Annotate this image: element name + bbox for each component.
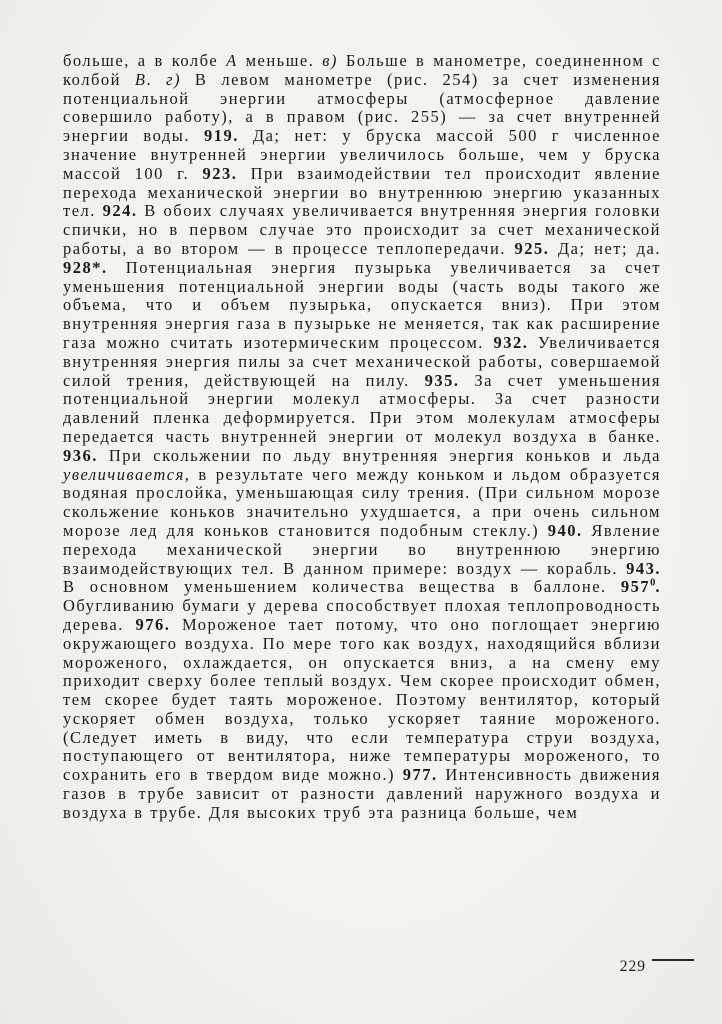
page-footer bbox=[620, 958, 694, 976]
page-number: 229 bbox=[619, 958, 646, 975]
answers-paragraph: больше, а в колбе А меньше. в) Больше в манометре, соединенном с колбой В. г) В левом манометре (рис. 254) за счет изменения потенциальной энергии атмосферы (атмосферное давление совершило работу), а в правом (рис. 255) — за счет внутренней энергии воды. 919. Да; нет: у бруска массой 500 г численное значение внутренней энергии увеличилось больше, чем у бруска массой 100 г. 923. При взаимодействии тел происходит явление перехода механической энергии во внутреннюю энергию указанных тел. 924. В обоих случаях увеличивается внутренняя энергия головки спички, но в первом случае это происходит за счет механической работы, а во втором — в процессе теплопередачи. 925. Да; нет; да. 928*. Потенциальная энергия пузырька увеличивается за счет уменьшения потенциальной энергии воды (часть воды такого же объема, что и объем пузырька, опускается вниз). При этом внутренняя энергия газа в пузырьке не меняется, так как расширение газа можно считать изотермическим процессом. 932. Увеличивается внутренняя энергия пилы за счет механической работы, совершаемой силой трения, действующей на пилу. 935. За счет уменьшения потенциальной энергии молекул атмосферы. За счет разности давлений пленка деформируется. При этом молекулам атмосферы передается часть внутренней энергии от молекул воздуха в банке. 936. При скольжении по льду внутренняя энергия коньков и льда увеличивается, в результате чего между коньком и льдом образуется водяная прослойка, уменьшающая силу трения. (При сильном морозе скольжение коньков значительно ухудшается, а при очень сильном морозе лед для коньков становится подобным стеклу.) 940. Явление перехода механической энергии во внутреннюю энергию взаимодействующих тел. В данном примере: воздух — корабль. 943. В основном уменьшением количества вещества в баллоне. $957^0$. Обугливанию бумаги у дерева способствует плохая теплопроводность дерева. 976. Мороженое тает потому, что оно поглощает энергию окружающего воздуха. По мере того как воздух, находящийся вблизи мороженого, охлаждается, он опускается вниз, а на смену ему приходит сверху более теплый воздух. Чем скорее происходит обмен, тем скорее будет таять мороженое. Поэтому вентилятор, который ускоряет обмен воздуха, только ускоряет таяние мороженого. (Следует иметь в виду, что если температура струи воздуха, поступающего от вентилятора, ниже температуры мороженого, то сохранить его в твердом виде можно.) 977. Интенсивность движения газов в трубе зависит от разности давлений наружного воздуха и воздуха в трубе. Для высоких труб эта разница больше, чем bbox=[63, 51, 662, 822]
page-number-rule bbox=[652, 959, 694, 961]
